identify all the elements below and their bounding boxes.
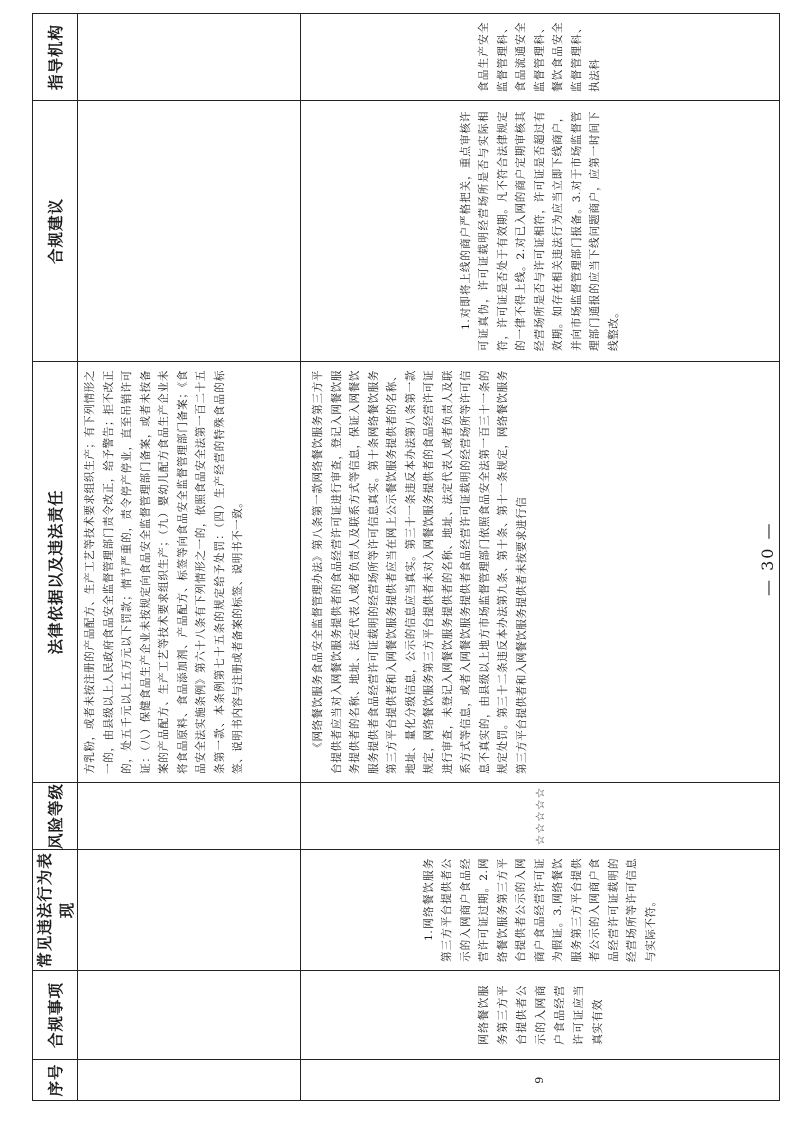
advice-text: 1.对即将上线的商户严格把关，重点审核许可证真伪，许可证载明经营场所是否与实际相符，许可证是否处于有效期。凡不符合法律规定的一律不得上线。2.对已入网的商户定期审核其经营场所是否与许可证相符，许可证是否超过有效期。如存在相关违法行为应当立即下线商户，并向市场监督管理部门报备。3.对于市场监督管理部门通报的应当下线问题商户，应第一时间下线整改。: [459, 111, 620, 351]
cell-org-empty: [78, 14, 301, 101]
item-text: 网络餐饮服务第三方平台提供者公示的入网商户食品经营许可证应当真实有效: [476, 985, 604, 1045]
cell-law-continued: [78, 362, 301, 783]
table-row-continued: [78, 14, 301, 1101]
cell-risk: [301, 783, 780, 850]
behavior-text: 1.网络餐饮服务第三方平台提供者公示的入网商户食品经营许可证过期。2.网络餐饮服务第三方平台提供者公示的入网商户食品经营许可证为假证。3.网络餐饮服务第三方平台提供者公示的入网商户食品经营许可证载明的经营场所等许可信息与实际不符。: [422, 858, 657, 962]
header-risk: 风险等级: [33, 783, 78, 850]
org-text: 食品生产安全监督管理科、食品流通安全监督管理科、餐饮食品安全监督管理科、执法科: [478, 22, 602, 92]
table-header-row: [33, 14, 78, 1101]
header-advice: 合规建议: [33, 101, 78, 362]
header-law: 法律依据以及违法责任: [33, 362, 78, 783]
law-text: 《网络餐饮服务食品安全监督管理办法》第八条第一款网络餐饮服务第三方平台提供者应当对入网餐饮服务提供者的食品经营许可证进行审查，登记入网餐饮服务提供者的名称、地址、法定代表人或者负责人及联系方式等信息，保证入网餐饮服务提供者食品经营许可证载明的经营场所等许可信息真实。第十条网络餐饮服务第三方平台提供者和入网餐饮服务提供者应当在网上公示餐饮服务提供者的名称、地址、量化分级信息，公示的信息应当真实。第三十一条违反本办法第八条第一款规定，网络餐饮服务第三方平台提供者未对入网餐饮服务提供者的食品经营许可证进行审查，未登记入网餐饮服务提供者的名称、地址、法定代表人或者负责人及联系方式等信息，或者入网餐饮服务提供者食品经营许可证载明的经营场所等许可信息不真实的，由县级以上地方市场监督管理部门依照食品安全法第一百三十一条的规定处罚。第三十二条违反本办法第九条、第十条、第十一条规定，网络餐饮服务第三方平台提供者和入网餐饮服务提供者未按要求进行信: [312, 370, 528, 774]
cell-org: [301, 14, 780, 101]
risk-stars: ☆☆☆☆☆: [532, 786, 547, 846]
page-number: — 30 —: [758, 521, 777, 596]
header-item: 合规事项: [33, 971, 78, 1060]
cell-law: [301, 362, 780, 783]
table-row: [301, 14, 780, 1101]
header-seq: 序号: [33, 1060, 78, 1101]
compliance-table: [32, 13, 780, 1101]
law-text-continued: 方乳粉，或者未按注册的产品配方、生产工艺等技术要求组织生产；有下列情形之一的，由县级以上人民政府食品安全监督管理部门责令改正，给予警告；拒不改正的，处五千元以上五万元以下罚款；情节严重的，责令停产停业，直至吊销许可证：（八）保健食品生产企业未按规定向食品安全监督管理部门备案，或者未按备案的产品配方、生产工艺等技术要求组织生产；（九）婴幼儿配方食品生产企业未将食品原料、食品添加剂、产品配方、标签等向食品安全监督管理部门备案；《食品安全法实施条例》第六十八条有下列情形之一的，依照食品安全法第一百二十五条第一款、本条例第七十五条的规定给予处罚：（四）生产经营的特殊食品的标签、说明书内容与注册或者备案的标签、说明书不一致。: [84, 370, 244, 774]
cell-item: [301, 971, 780, 1060]
header-behavior: 常见违法行为表现: [33, 850, 78, 971]
cell-advice: [301, 101, 780, 362]
cell-item-empty: [78, 971, 301, 1060]
header-org: 指导机构: [33, 14, 78, 101]
cell-behavior-empty: [78, 850, 301, 971]
cell-risk-empty: [78, 783, 301, 850]
cell-behavior: [301, 850, 780, 971]
cell-seq-empty: [78, 1060, 301, 1101]
cell-advice-empty: [78, 101, 301, 362]
cell-seq: 9: [301, 1060, 780, 1101]
